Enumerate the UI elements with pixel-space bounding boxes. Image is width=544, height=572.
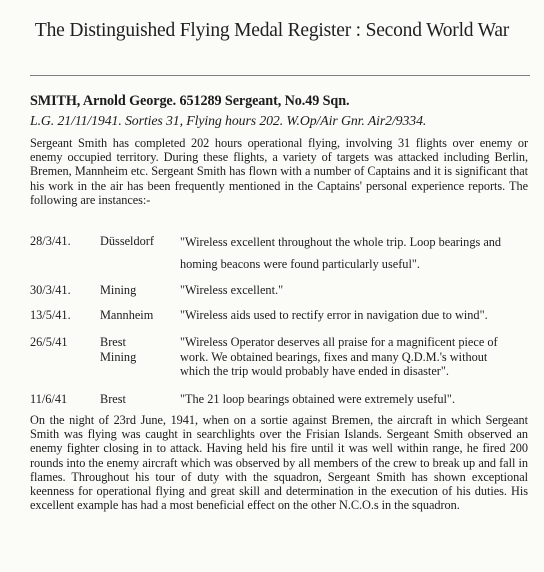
instance-date: 13/5/41. xyxy=(30,308,71,322)
instance-quote: "The 21 loop bearings obtained were extremely useful". xyxy=(180,392,456,406)
instance-date: 11/6/41 xyxy=(30,392,68,406)
entry-name-line: SMITH, Arnold George. 651289 Sergeant, No.49 Sqn. xyxy=(30,93,350,109)
entry-reference-line: L.G. 21/11/1941. Sorties 31, Flying hours 202. W.Op/Air Gnr. Air2/9334. xyxy=(30,113,427,128)
instance-target-name: Brest xyxy=(100,335,126,349)
instance-quote: "Wireless aids used to rectify error in navigation due to wind". xyxy=(180,308,488,322)
instance-target xyxy=(100,308,180,323)
instance-target-name: Mining xyxy=(100,283,137,297)
citation-paragraph-intro: Sergeant Smith has completed 202 hours operational flying, involving 31 flights over enemy or enemy occupied territory. During these flights, a variety of targets was attacked including Berlin, Bremen, Mannheim etc. Sergeant Smith has flown with a number of Captains and it is significant that his work in the air has been frequently mentioned in the Captains' personal experience reports. The following are instances:- xyxy=(30,136,528,207)
header-divider xyxy=(30,75,530,76)
instance-target xyxy=(100,283,180,298)
instance-target xyxy=(100,335,180,364)
instance-target-name: Düsseldorf xyxy=(100,234,154,248)
page-title: The Distinguished Flying Medal Register : Second World War xyxy=(34,20,510,41)
instance-quote: "Wireless excellent throughout the whole trip. Loop bearings and homing beacons were found particularly useful". xyxy=(180,235,502,271)
instance-date: 26/5/41 xyxy=(30,335,68,349)
instance-date: 28/3/41. xyxy=(30,234,71,248)
citation-paragraph-action: On the night of 23rd June, 1941, when on a sortie against Bremen, the aircraft in which Sergeant Smith was flying was caught in searchlights over the Frisian Islands. Sergeant Smith observed an enemy fighter closing in to attack. Having held his fire until it was well within range, he fired 200 rounds into the enemy aircraft which was observed by all members of the crew to break up and fall in flames. Throughout his tour of duty with the squadron, Sergeant Smith has shown exceptional keenness for operational flying and great skill and determination in the execution of his duties. His excellent example has had a most beneficial effect on the other N.C.O.s in the squadron. xyxy=(30,413,528,513)
instance-target-name: Mannheim xyxy=(100,308,154,322)
instance-date: 30/3/41. xyxy=(30,283,71,297)
instance-quote: "Wireless Operator deserves all praise for a magnificent piece of work. We obtained bearings, fixes and many Q.D.M.'s without which the trip would probably have ended in disaster". xyxy=(180,335,498,378)
instance-target-name: Mining xyxy=(100,349,137,364)
instance-quote: "Wireless excellent." xyxy=(180,283,284,297)
instance-target xyxy=(100,392,180,407)
instance-target-name: Brest xyxy=(100,392,126,406)
instance-target xyxy=(100,234,180,249)
